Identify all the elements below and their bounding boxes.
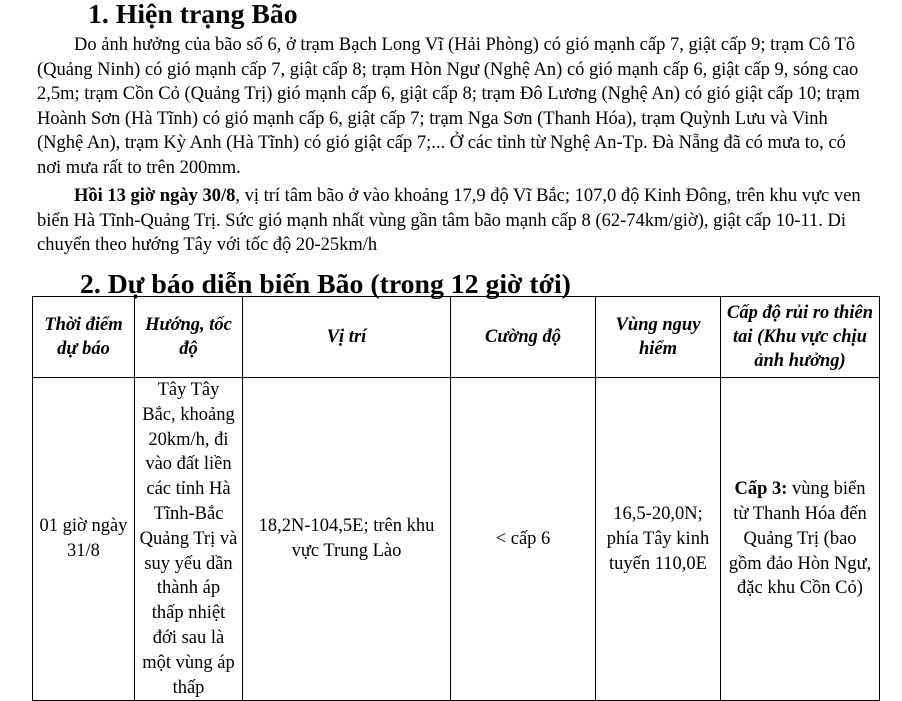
section-2-heading: 2. Dự báo diễn biến Bão (trong 12 giờ tới) bbox=[80, 269, 571, 300]
cell-forecast-time: 01 giờ ngày 31/8 bbox=[33, 378, 135, 701]
risk-level-label: Cấp 3: bbox=[734, 479, 788, 500]
indent bbox=[37, 186, 74, 206]
storm-status-text: Do ảnh hưởng của bão số 6, ở trạm Bạch Long Vĩ (Hải Phòng) có gió mạnh cấp 7, giật cấp 9; trạm Cô Tô (Quảng Ninh) có gió mạnh cấp 7, giật cấp 8; trạm Hòn Ngư (Nghệ An) có gió mạnh cấp 6, giật cấp 9, sóng cao 2,5m; trạm Cồn Cỏ (Quảng Trị) gió mạnh cấp 6, giật cấp 8; trạm Đô Lương (Nghệ An) có gió giật cấp 10; trạm Hoành Sơn (Hà Tĩnh) có gió mạnh cấp 6, giật cấp 7; trạm Nga Sơn (Thanh Hóa), trạm Quỳnh Lưu và Vinh (Nghệ An), trạm Kỳ Anh (Hà Tĩnh) có gió giật cấp 7;... Ở các tỉnh từ Nghệ An-Tp. Đà Nẵng đã có mưa to, có nơi mưa rất to trên 200mm. bbox=[37, 35, 865, 178]
header-intensity: Cường độ bbox=[451, 297, 596, 378]
indent bbox=[37, 35, 74, 55]
cell-intensity: < cấp 6 bbox=[451, 378, 596, 701]
cell-danger-zone: 16,5-20,0N; phía Tây kinh tuyến 110,0E bbox=[596, 378, 721, 701]
storm-position-paragraph bbox=[37, 184, 872, 258]
header-position: Vị trí bbox=[243, 297, 451, 378]
header-direction-speed: Hướng, tốc độ bbox=[135, 297, 243, 378]
header-forecast-time: Thời điểm dự báo bbox=[33, 297, 135, 378]
cell-risk-level bbox=[721, 378, 880, 701]
table-header-row bbox=[33, 297, 880, 378]
header-danger-zone: Vùng nguy hiểm bbox=[596, 297, 721, 378]
storm-position-time: Hồi 13 giờ ngày 30/8 bbox=[74, 186, 236, 206]
header-risk-level: Cấp độ rủi ro thiên tai (Khu vực chịu ảnh hưởng) bbox=[721, 297, 880, 378]
forecast-table bbox=[32, 296, 880, 701]
storm-status-paragraph bbox=[37, 33, 872, 180]
table-row bbox=[33, 378, 880, 701]
risk-level-text: vùng biển từ Thanh Hóa đến Quảng Trị (bao gồm đảo Hòn Ngư, đặc khu Cồn Cỏ) bbox=[728, 479, 872, 599]
cell-direction-speed: Tây Tây Bắc, khoảng 20km/h, đi vào đất liền các tỉnh Hà Tĩnh-Bắc Quảng Trị và suy yếu dần thành áp thấp nhiệt đới sau là một vùng áp thấp bbox=[135, 378, 243, 701]
section-1-heading: 1. Hiện trạng Bão bbox=[88, 0, 298, 30]
cell-position: 18,2N-104,5E; trên khu vực Trung Lào bbox=[243, 378, 451, 701]
storm-position-text: , vị trí tâm bão ở vào khoảng 17,9 độ Vĩ Bắc; 107,0 độ Kinh Đông, trên khu vực ven biển Hà Tĩnh-Quảng Trị. Sức gió mạnh nhất vùng gần tâm bão mạnh cấp 8 (62-74km/giờ), giật cấp 10-11. Di chuyển theo hướng Tây với tốc độ 20-25km/h bbox=[37, 186, 866, 255]
